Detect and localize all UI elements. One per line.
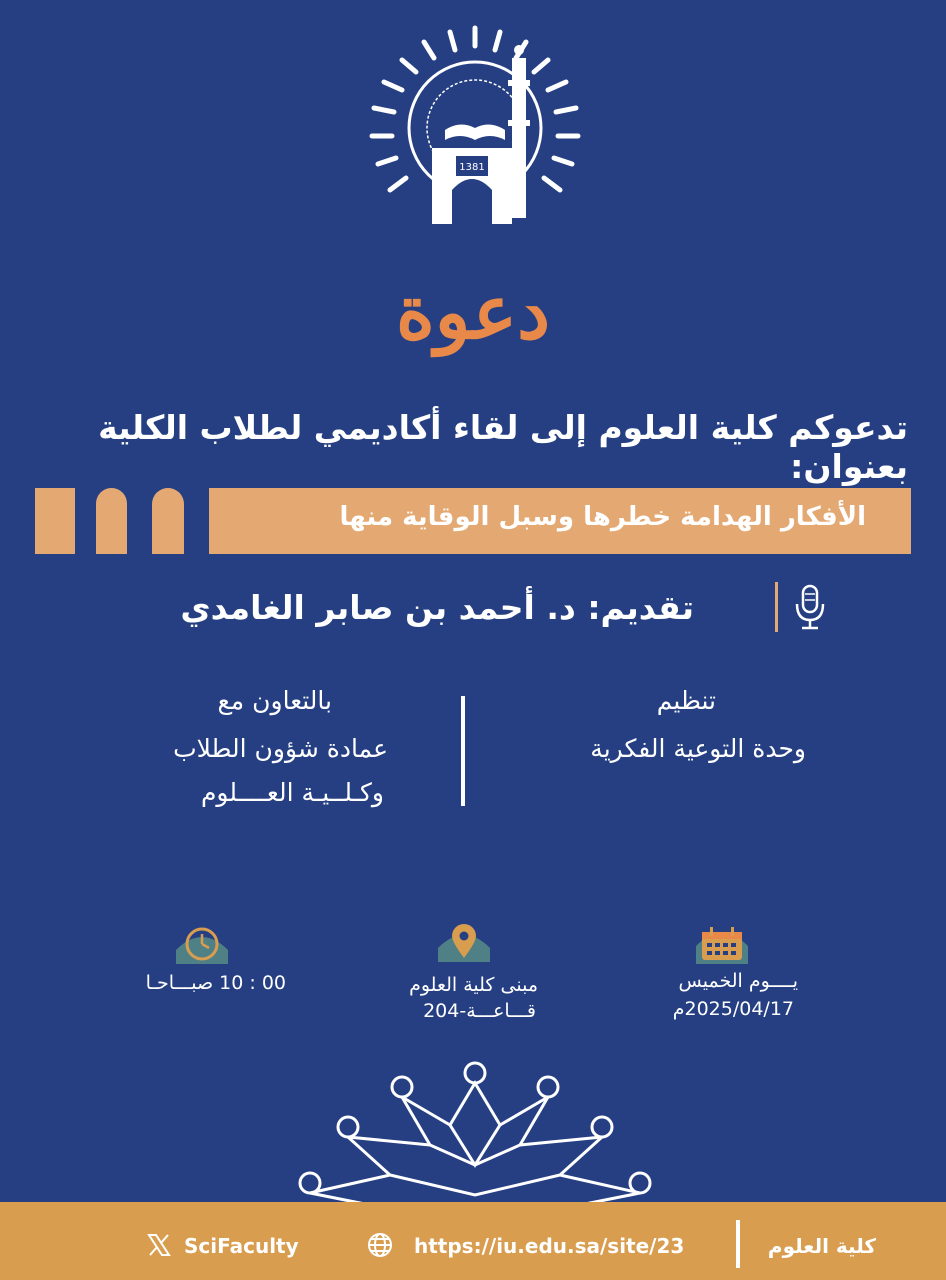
- invitation-word: دعوة: [395, 270, 551, 356]
- organizer-name: وحدة التوعية الفكرية: [590, 734, 806, 763]
- x-logo-icon: [147, 1233, 171, 1257]
- lecture-title: الأفكار الهدامة خطرها وسبل الوقاية منها: [339, 502, 866, 532]
- cooperation-partner: وكـلــيـة العــــلوم: [200, 778, 384, 807]
- event-venue-building: مبنى كلية العلوم: [409, 974, 538, 996]
- event-time: 00 : 10 صبـــاحـا: [145, 972, 286, 994]
- microphone-icon: [790, 582, 830, 632]
- decorative-arch: [96, 488, 127, 554]
- decorative-arch: [152, 488, 184, 554]
- column-divider: [461, 696, 465, 806]
- svg-text:1381: 1381: [459, 162, 485, 173]
- event-date: 2025/04/17م: [672, 998, 794, 1020]
- footer-college-name: كلية العلوم: [767, 1234, 876, 1258]
- invitation-headline: تدعوكم كلية العلوم إلى لقاء أكاديمي لطلاب الكلية بعنوان:: [98, 408, 908, 486]
- decorative-bar: [35, 488, 75, 554]
- cooperation-partner: عمادة شؤون الطلاب: [173, 734, 388, 763]
- globe-icon: [367, 1232, 393, 1258]
- event-day: يــــوم الخميس: [678, 970, 798, 992]
- footer-website-link[interactable]: https://iu.edu.sa/site/23: [414, 1234, 685, 1258]
- footer-divider: [736, 1220, 740, 1268]
- footer-social-handle[interactable]: SciFaculty: [184, 1234, 299, 1258]
- university-seal-icon: [360, 20, 590, 235]
- clock-icon: [176, 924, 228, 964]
- presenter-name: تقديم: د. أحمد بن صابر الغامدي: [180, 588, 694, 627]
- cooperation-label: بالتعاون مع: [217, 686, 332, 715]
- presenter-divider: [775, 582, 778, 632]
- calendar-icon: [696, 924, 748, 964]
- event-venue-room: قـــاعـــة-204: [423, 1000, 536, 1022]
- organizer-label: تنظيم: [656, 686, 716, 715]
- decorative-ornament: [280, 1055, 670, 1215]
- location-pin-icon: [438, 922, 490, 962]
